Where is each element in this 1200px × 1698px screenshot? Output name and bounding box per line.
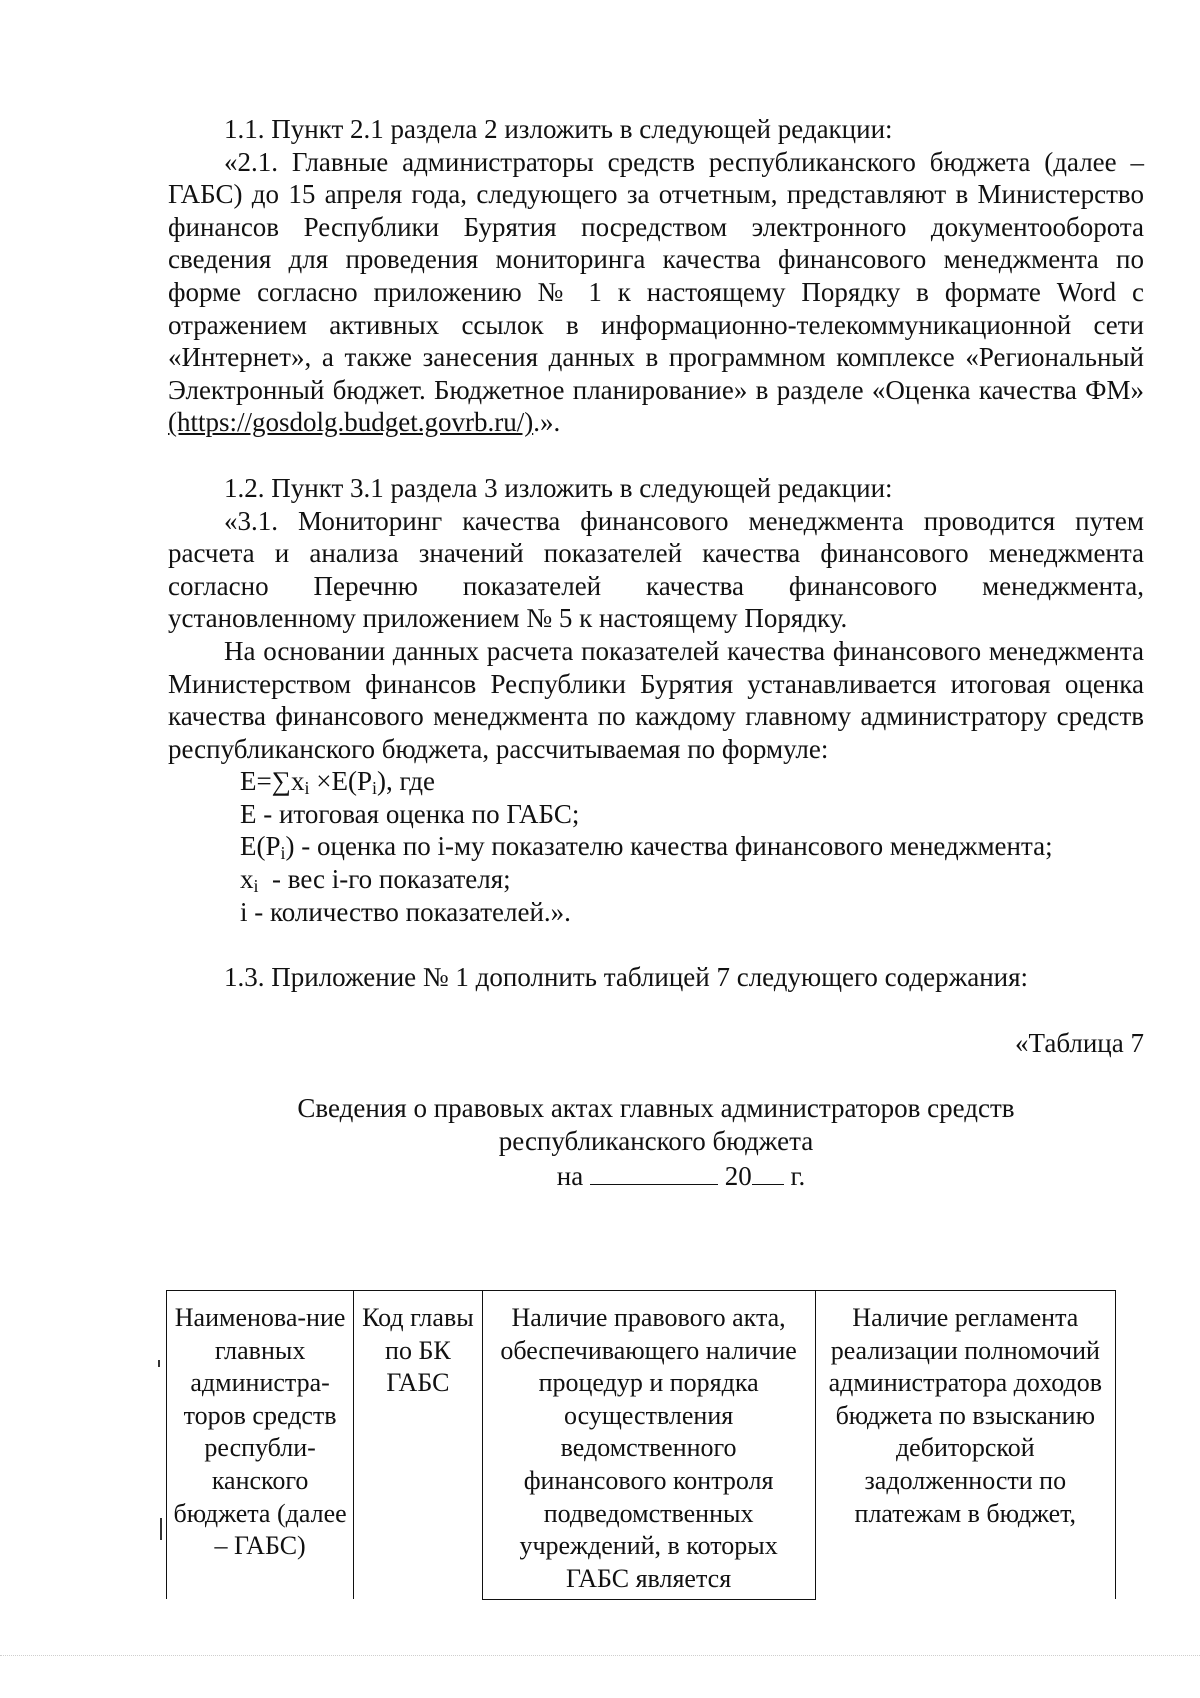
header-chapter-code: Код главы по БК ГАБС xyxy=(354,1291,482,1600)
legal-acts-table xyxy=(166,1290,1116,1600)
section-1-2-para1: «3.1. Мониторинг качества финансового менеджмента проводится путем расчета и анализа значений показателей качества финансового менеджмента согласно Перечню показателей качества финансового менеджмента, установленному приложением № 5 к настоящему Порядку. xyxy=(168,505,1144,634)
margin-mark xyxy=(160,1518,162,1540)
document-page xyxy=(168,113,1144,1192)
date-blank xyxy=(590,1158,718,1185)
header-legal-act: Наличие правового акта, обеспечивающего наличие процедур и порядка осуществления ведомственного финансового контроля подведомственных учреждений, в которых ГАБС является xyxy=(482,1291,815,1600)
budget-portal-link[interactable]: (https://gosdolg.budget.govrb.ru/) xyxy=(168,407,534,438)
section-1-1-body xyxy=(168,146,1144,439)
scan-artifact-line xyxy=(0,1655,1200,1656)
formula-def-e: E - итоговая оценка по ГАБС; xyxy=(240,798,580,829)
table-label: «Таблица 7 xyxy=(1015,1027,1144,1058)
table-title-line1: Сведения о правовых актах главных администраторов средств xyxy=(297,1093,1015,1124)
formula-block xyxy=(168,765,1144,928)
header-regulation: Наличие регламента реализации полномочий администратора доходов бюджета по взысканию дебиторской задолженности по платежам в бюджет, xyxy=(815,1291,1115,1600)
section-1-1-end: .». xyxy=(533,407,561,438)
formula-def-ep: $E(P_i)$ - оценка по i-му показателю качества финансового менеджмента; xyxy=(240,831,1053,864)
table-header-row xyxy=(167,1291,1116,1600)
year-blank xyxy=(752,1158,784,1185)
formula-def-i: i - количество показателей.». xyxy=(240,896,571,927)
section-1-1-heading: 1.1. Пункт 2.1 раздела 2 изложить в следующей редакции: xyxy=(224,114,893,144)
header-gabs-name: Наименова-ние главных администра-торов средств республи-канского бюджета (далее – ГАБС) xyxy=(167,1291,354,1600)
table-title-line2: республиканского бюджета xyxy=(498,1126,814,1157)
table-title-date: на 20 г. xyxy=(168,1158,1144,1193)
section-1-1-text: «2.1. Главные администраторы средств республиканского бюджета (далее – ГАБС) до 15 апреля года, следующего за отчетным, представляют в Министерство финансов Республики Бурятия посредством электронного документооборота сведения для проведения мониторинга качества финансового менеджмента по форме согласно приложению № 1 к настоящему Порядку в формате Word с отражением активных ссылок в информационно-телекоммуникационной сети «Интернет», а также занесения данных в программном комплексе «Региональный Электронный бюджет. Бюджетное планирование» в разделе «Оценка качества ФМ» xyxy=(168,146,1144,405)
section-1-2-heading: 1.2. Пункт 3.1 раздела 3 изложить в следующей редакции: xyxy=(224,472,893,503)
margin-mark xyxy=(158,1360,160,1367)
section-1-3-heading: 1.3. Приложение № 1 дополнить таблицей 7 следующего содержания: xyxy=(224,962,1029,993)
formula-line: $E=\sum x_i \times E(P_i)$, где xyxy=(240,766,435,799)
formula-def-x: $x_i$ - вес i-го показателя; xyxy=(240,864,511,897)
section-1-2-para2: На основании данных расчета показателей качества финансового менеджмента Министерством финансов Республики Бурятия устанавливается итоговая оценка качества финансового менеджмента по каждому главному администратору средств республиканского бюджета, рассчитываемая по формуле: xyxy=(168,635,1144,764)
table-title xyxy=(168,1092,1144,1192)
